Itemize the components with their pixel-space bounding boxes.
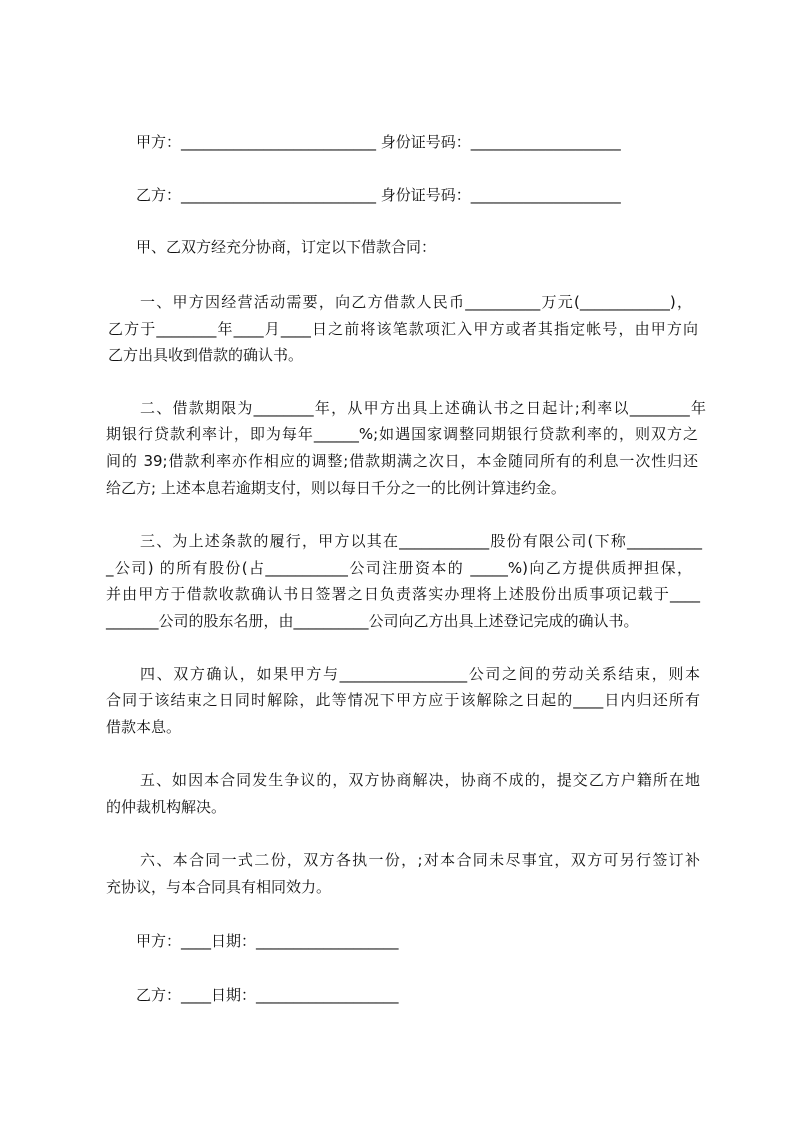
clause-2-line-4: 给乙方; 上述本息若逾期支付，则以每日千分之一的比例计算违约金。: [106, 479, 566, 497]
clause-2-line-3: 间的 39;借款利率亦作相应的调整;借款期满之次日，本金随同所有的利息一次性归还: [106, 452, 698, 470]
clause-5-line-2: 的仲裁机构解决。: [106, 798, 227, 816]
clause-5-line-1: 五、如因本合同发生争议的，双方协商解决，协商不成的，提交乙方户籍所在地: [140, 771, 700, 789]
party-a-line: 甲方：__________________________ 身份证号码：____________________: [136, 133, 621, 151]
contract-intro: 甲、乙双方经充分协商，订定以下借款合同：: [136, 238, 437, 256]
clause-6-line-1: 六、本合同一式二份，双方各执一份，;对本合同未尽事宜，双方可另行签订补: [140, 851, 700, 869]
clause-1-line-2: 乙方于________年____月____日之前将该笔款项汇入甲方或者其指定帐号，由甲方向: [108, 320, 698, 338]
clause-4-line-1: 四、双方确认，如果甲方与_________________公司之间的劳动关系结束，则本: [140, 665, 700, 683]
clause-3-line-2: _公司) 的所有股份(占___________公司注册资本的 _____%)向乙方提供质押担保，: [106, 559, 692, 577]
clause-1-line-1: 一、甲方因经营活动需要，向乙方借款人民币__________万元(____________)，: [140, 293, 692, 311]
clause-2-line-2: 期银行贷款利率计，即为每年______%;如遇国家调整同期银行贷款利率的，则双方之: [106, 425, 698, 443]
party-b-line: 乙方：__________________________ 身份证号码：____________________: [136, 186, 621, 204]
clause-3-line-3: 并由甲方于借款收款确认书日签署之日负责落实办理将上述股份出质事项记载于____: [106, 585, 700, 603]
clause-1-line-3: 乙方出具收到借款的确认书。: [108, 346, 304, 364]
signature-party-a: 甲方：____日期：___________________: [136, 932, 399, 950]
clause-3-line-4: _______公司的股东名册，由__________公司向乙方出具上述登记完成的确认书。: [106, 612, 639, 630]
signature-party-b: 乙方：____日期：___________________: [136, 986, 399, 1004]
clause-4-line-3: 借款本息。: [106, 718, 182, 736]
clause-4-line-2: 合同于该结束之日同时解除，此等情况下甲方应于该解除之日起的____日内归还所有: [106, 691, 700, 709]
clause-3-line-1: 三、为上述条款的履行，甲方以其在____________股份有限公司(下称__________: [140, 532, 702, 550]
clause-2-line-1: 二、借款期限为________年，从甲方出具上述确认书之日起计;利率以________年: [140, 399, 706, 417]
clause-6-line-2: 充协议，与本合同具有相同效力。: [106, 878, 332, 896]
